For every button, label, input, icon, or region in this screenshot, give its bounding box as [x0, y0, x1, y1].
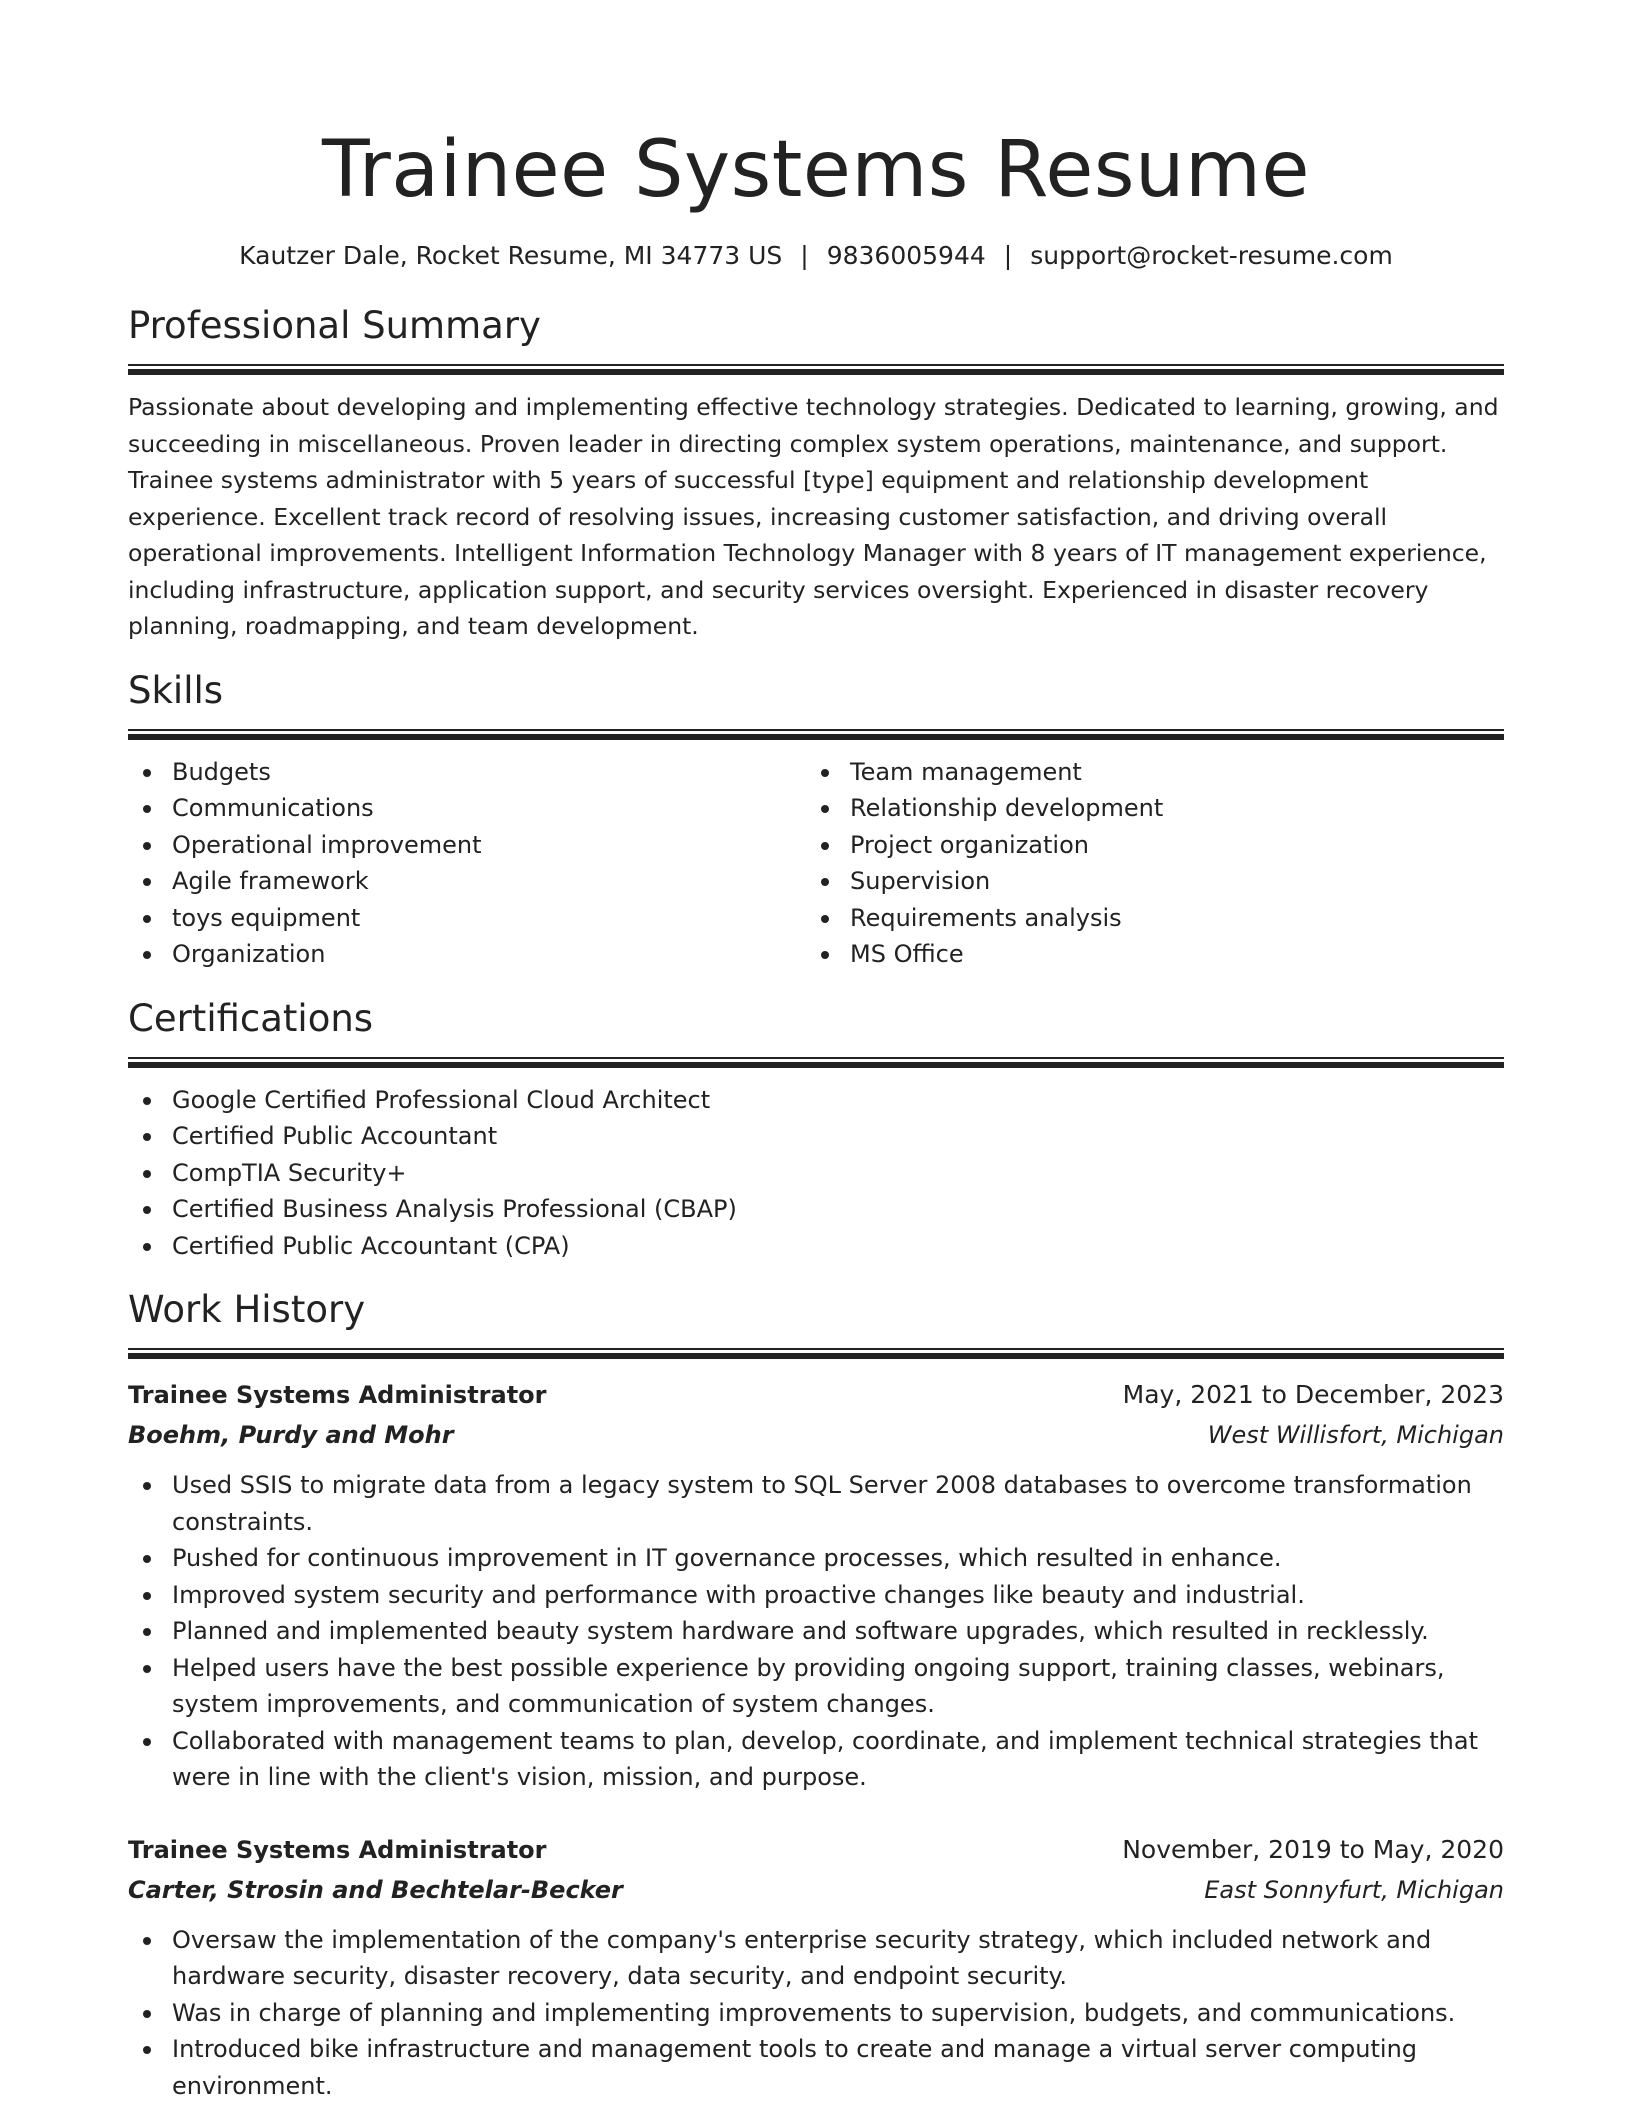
job-dates: May, 2021 to December, 2023 [1122, 1380, 1504, 1409]
certification-item: Certified Public Accountant (CPA) [128, 1228, 1504, 1265]
skill-item: Project organization [806, 827, 1484, 864]
skill-item: Organization [128, 936, 806, 973]
job-dates: November, 2019 to May, 2020 [1122, 1834, 1504, 1864]
job-bullet: Introduced bike infrastructure and management tools to create and manage a virtual server computing environment. [128, 2031, 1504, 2104]
contact-line [128, 238, 1504, 274]
job-bullet: Used SSIS to migrate data from a legacy system to SQL Server 2008 databases to overcome transformation constraints. [128, 1467, 1504, 1540]
contact-separator: | [1003, 241, 1013, 270]
skill-item: toys equipment [128, 900, 806, 937]
work-history-section [128, 1286, 1504, 2104]
job-bullet: Oversaw the implementation of the company's enterprise security strategy, which included network and hardware security, disaster recovery, data security, and endpoint security. [128, 1922, 1504, 1995]
job-location: West Willisfort, Michigan [1207, 1421, 1504, 1449]
certifications-list [128, 1082, 1504, 1265]
summary-section [128, 302, 1504, 645]
skill-item: Operational improvement [128, 827, 806, 864]
job-entry [128, 1375, 1504, 1796]
skill-item: Budgets [128, 754, 806, 791]
certifications-heading: Certifications [128, 996, 374, 1040]
work-history-heading: Work History [128, 1288, 366, 1331]
job-bullets [128, 1467, 1504, 1796]
resume-page [128, 0, 1504, 2104]
job-entry [128, 1830, 1504, 2105]
skill-item: MS Office [806, 936, 1484, 973]
certification-item: Certified Business Analysis Professional (CBAP) [128, 1191, 1504, 1228]
skill-item: Relationship development [806, 790, 1484, 827]
job-company-row [128, 1870, 1504, 1910]
skill-item: Communications [128, 790, 806, 827]
contact-separator: | [800, 241, 809, 270]
job-title-row [128, 1375, 1504, 1415]
contact-address: Kautzer Dale, Rocket Resume, MI 34773 US [239, 241, 783, 270]
job-bullet: Collaborated with management teams to plan, develop, coordinate, and implement technical strategies that were in line with the client's vision, mission, and purpose. [128, 1723, 1504, 1796]
job-title-row [128, 1830, 1504, 1870]
skills-heading: Skills [128, 668, 224, 712]
job-bullet: Was in charge of planning and implementing improvements to supervision, budgets, and communications. [128, 1995, 1504, 2032]
certifications-section [128, 995, 1504, 1265]
skill-item: Team management [806, 754, 1484, 791]
job-title: Trainee Systems Administrator [128, 1835, 547, 1864]
skills-grid [128, 754, 1504, 973]
job-company-row [128, 1415, 1504, 1455]
contact-phone: 9836005944 [826, 241, 986, 270]
skill-item: Agile framework [128, 863, 806, 900]
skills-section [128, 667, 1504, 973]
certification-item: Certified Public Accountant [128, 1118, 1504, 1155]
skill-item: Supervision [806, 863, 1484, 900]
job-bullet: Improved system security and performance with proactive changes like beauty and industrial. [128, 1577, 1504, 1614]
job-title: Trainee Systems Administrator [128, 1381, 547, 1409]
job-company: Boehm, Purdy and Mohr [128, 1421, 454, 1449]
job-bullet: Pushed for continuous improvement in IT governance processes, which resulted in enhance. [128, 1540, 1504, 1577]
section-divider [128, 1348, 1504, 1359]
skills-list-left [128, 754, 806, 973]
section-divider [128, 364, 1504, 375]
section-divider [128, 729, 1504, 740]
summary-heading: Professional Summary [128, 304, 541, 347]
job-location: East Sonnyfurt, Michigan [1204, 1875, 1504, 1904]
skill-item: Requirements analysis [806, 900, 1484, 937]
resume-title: Trainee Systems Resume [322, 125, 1310, 215]
certification-item: CompTIA Security+ [128, 1155, 1504, 1192]
job-bullets [128, 1922, 1504, 2105]
certification-item: Google Certified Professional Cloud Architect [128, 1082, 1504, 1119]
job-bullet: Planned and implemented beauty system hardware and software upgrades, which resulted in recklessly. [128, 1613, 1504, 1650]
summary-text: Passionate about developing and implementing effective technology strategies. Dedicated to learning, growing, and succeeding in miscellaneous. Proven leader in directing complex system operations, maintenance, and support. Trainee systems administrator with 5 years of successful [type] equipment and relationship development experience. Excellent track record of resolving issues, increasing customer satisfaction, and driving overall operational improvements. Intelligent Information Technology Manager with 8 years of IT management experience, including infrastructure, application support, and security services oversight. Experienced in disaster recovery planning, roadmapping, and team development. [128, 393, 1499, 640]
contact-email: support@rocket-resume.com [1030, 241, 1393, 270]
section-divider [128, 1057, 1504, 1068]
job-company: Carter, Strosin and Bechtelar-Becker [128, 1875, 623, 1904]
skills-list-right [806, 754, 1484, 973]
job-bullet: Helped users have the best possible experience by providing ongoing support, training classes, webinars, system improvements, and communication of system changes. [128, 1650, 1504, 1723]
